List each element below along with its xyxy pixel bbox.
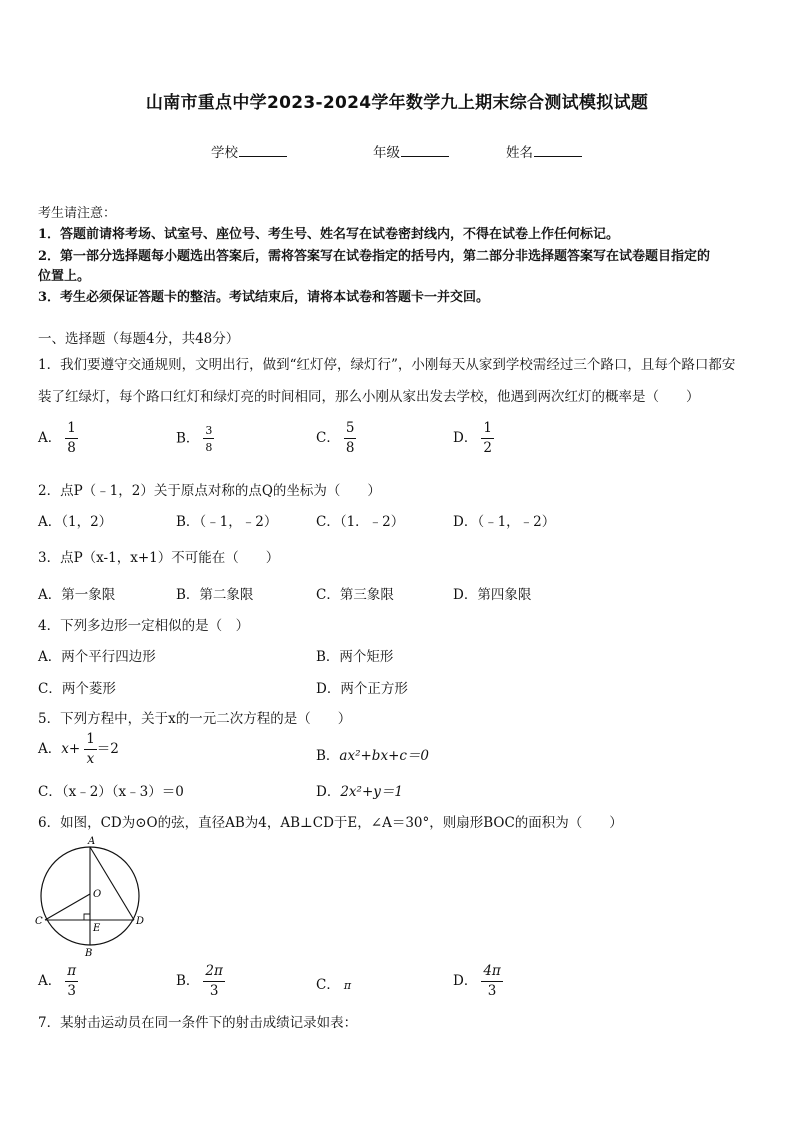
q4-stem: 4．下列多边形一定相似的是（ ） [38, 618, 250, 634]
fraction: $\frac{2\pi}{3}$ [205, 963, 223, 999]
label-b: B [85, 948, 93, 959]
segment-ad [90, 847, 134, 920]
label-o: O [93, 889, 102, 900]
notice-rule-2: 2．第一部分选择题每小题选出答案后，需将答案写在试卷指定的括号内，第二部分非选择题答案写在试卷题目指定的 [38, 249, 711, 264]
q1-option-a[interactable]: A． $\frac{1}{8}$ [38, 420, 76, 456]
q1-option-c[interactable]: C． $\frac{5}{8}$ [316, 420, 355, 456]
grade-label: 年级 [373, 145, 400, 161]
fraction: $\frac{1}{8}$ [67, 420, 76, 456]
notice-rule-3: 3．考生必须保证答题卡的整洁。考试结束后，请将本试卷和答题卡一并交回。 [38, 290, 490, 305]
q6-option-a[interactable]: A． $\frac{\pi}{3}$ [38, 963, 77, 999]
fraction: $\frac{1}{x}$ [86, 731, 95, 767]
school-label: 学校 [211, 145, 238, 161]
q1-option-b[interactable]: B． $\frac{3}{8}$ [176, 424, 213, 454]
q1-option-d[interactable]: D． $\frac{1}{2}$ [453, 420, 492, 456]
school-blank[interactable] [239, 143, 287, 157]
q5-option-b[interactable]: B．ax²+bx+c＝0 [316, 748, 430, 764]
fraction: $\frac{5}{8}$ [345, 420, 355, 456]
q2-option-d[interactable]: D．（﹣1，﹣2） [453, 514, 556, 530]
grade-field [373, 141, 449, 161]
q2-stem: 2．点P（﹣1，2）关于原点对称的点Q的坐标为（ ） [38, 483, 381, 499]
fraction: $\frac{4\pi}{3}$ [483, 963, 501, 999]
fraction: $\frac{1}{2}$ [483, 420, 492, 456]
q4-option-b[interactable]: B．两个矩形 [316, 649, 394, 665]
q6-option-c[interactable]: C． π [316, 977, 352, 993]
notice-heading: 考生请注意： [38, 206, 117, 221]
q4-option-d[interactable]: D．两个正方形 [316, 681, 408, 697]
label-a: A [88, 836, 96, 847]
q7-stem: 7．某射击运动员在同一条件下的射击成绩记录如表： [38, 1015, 358, 1031]
name-field [506, 141, 582, 161]
q1-stem-line2: 装了红绿灯，每个路口红灯和绿灯亮的时间相同，那么小刚从家出发去学校，他遇到两次红灯的概率是（ ） [38, 389, 700, 405]
q5-option-a[interactable]: A．x+ $\frac{1}{x}$ ＝2 [38, 731, 119, 767]
grade-blank[interactable] [401, 143, 449, 157]
q3-option-a[interactable]: A．第一象限 [38, 587, 116, 603]
q5-option-c[interactable]: C．（x﹣2）（x﹣3）＝0 [38, 784, 184, 800]
q5-option-d[interactable]: D．2x²+y＝1 [316, 784, 403, 800]
q6-circle-figure [30, 834, 160, 962]
q1-stem-line1: 1．我们要遵守交通规则，文明出行，做到“红灯停，绿灯行”，小刚每天从家到学校需经过三个路口，且每个路口都安 [38, 357, 736, 373]
fraction: $\frac{3}{8}$ [205, 424, 213, 454]
q3-option-b[interactable]: B．第二象限 [176, 587, 254, 603]
q2-option-b[interactable]: B．（﹣1，﹣2） [176, 514, 278, 530]
q6-option-b[interactable]: B． $\frac{2\pi}{3}$ [176, 963, 223, 999]
right-angle-mark [84, 914, 90, 920]
section-title: 一、选择题（每题4分，共48分） [38, 331, 240, 347]
q2-option-a[interactable]: A．（1，2） [38, 514, 113, 530]
fraction: $\frac{\pi}{3}$ [67, 963, 77, 999]
name-label: 姓名 [506, 145, 533, 161]
segment-oc [45, 894, 90, 920]
label-e: E [93, 923, 101, 934]
name-blank[interactable] [534, 143, 582, 157]
q6-stem: 6．如图，CD为⊙O的弦，直径AB为4，AB⊥CD于E，∠A＝30°，则扇形BOC的面积为（ ） [38, 815, 623, 831]
school-field [211, 141, 287, 161]
q3-option-d[interactable]: D．第四象限 [453, 587, 532, 603]
notice-rule-2-cont: 位置上。 [38, 269, 91, 284]
q3-option-c[interactable]: C．第三象限 [316, 587, 394, 603]
q5-stem: 5．下列方程中，关于x的一元二次方程的是（ ） [38, 711, 352, 727]
q4-option-a[interactable]: A．两个平行四边形 [38, 649, 156, 665]
q4-option-c[interactable]: C．两个菱形 [38, 681, 116, 697]
label-d: D [136, 916, 145, 927]
q3-stem: 3．点P（x-1，x+1）不可能在（ ） [38, 550, 280, 566]
page-title: 山南市重点中学2023-2024学年数学九上期末综合测试模拟试题 [145, 93, 649, 113]
notice-rule-1: 1．答题前请将考场、试室号、座位号、考生号、姓名写在试卷密封线内，不得在试卷上作任何标记。 [38, 227, 620, 242]
q6-option-d[interactable]: D． $\frac{4\pi}{3}$ [453, 963, 501, 999]
q2-option-c[interactable]: C．（1．﹣2） [316, 514, 405, 530]
label-c: C [35, 916, 43, 927]
